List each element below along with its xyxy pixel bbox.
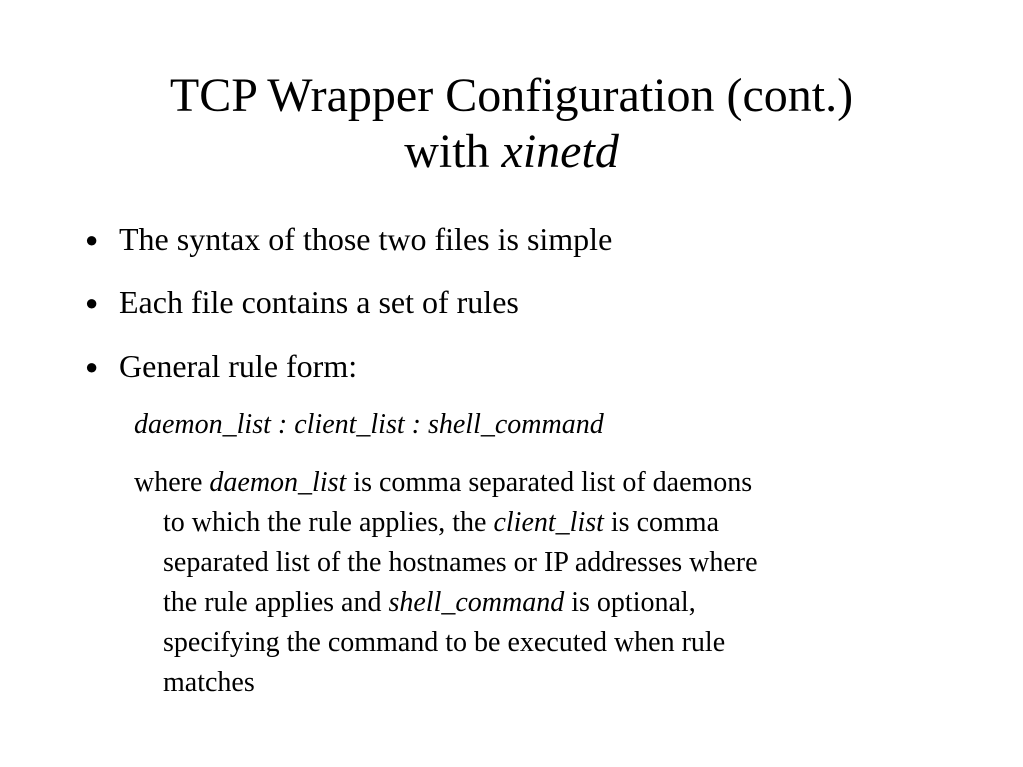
description-text: is comma separated list of daemons: [346, 467, 753, 498]
bullet-item: [85, 284, 519, 321]
description-text: the rule applies and: [163, 587, 389, 618]
bullet-text: The syntax of those two files is simple: [119, 221, 613, 257]
bullet-dot-icon: ●: [85, 227, 99, 252]
title-line-1: TCP Wrapper Configuration (cont.): [169, 69, 854, 122]
title-line-2-italic: xinetd: [501, 125, 619, 178]
description-line: specifying the command to be executed when rule: [163, 627, 726, 658]
rule-form-syntax: daemon_list : client_list : shell_command: [134, 409, 604, 440]
description-line: [134, 583, 944, 623]
bullet-text: General rule form:: [119, 348, 358, 384]
description-line: separated list of the hostnames or IP addresses where: [163, 547, 758, 578]
description-line: [134, 503, 944, 543]
description-term: shell_command: [388, 587, 565, 618]
description-text: is optional,: [564, 587, 696, 618]
description-term: daemon_list: [209, 467, 347, 498]
rule-description: [134, 463, 944, 703]
title-line-2: [0, 124, 1023, 180]
bullet-item: [85, 348, 357, 385]
bullet-item: [85, 221, 612, 258]
title-line-2-prefix: with: [404, 125, 502, 178]
bullet-text: Each file contains a set of rules: [119, 284, 519, 320]
description-text: to which the rule applies, the: [163, 507, 494, 538]
description-text: is comma: [603, 507, 719, 538]
bullet-dot-icon: ●: [85, 354, 99, 379]
slide-title: [0, 68, 1023, 180]
bullet-dot-icon: ●: [85, 290, 99, 315]
description-term: client_list: [493, 507, 604, 538]
description-text: where: [134, 467, 210, 498]
description-line: [134, 463, 944, 503]
description-line: matches: [163, 667, 255, 698]
